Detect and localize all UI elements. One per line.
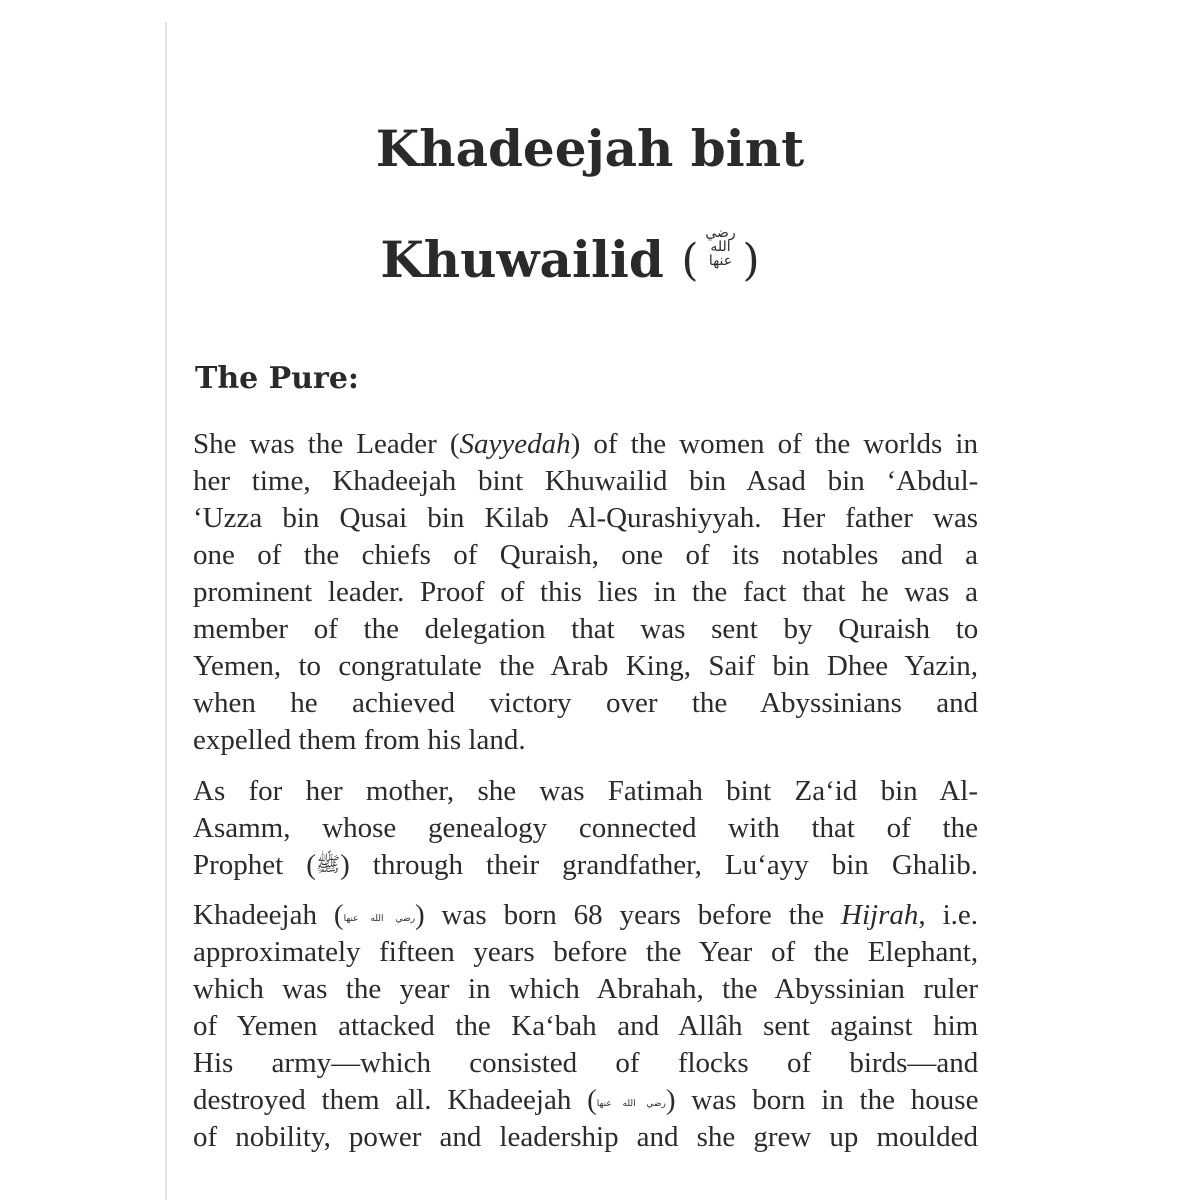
text-line: her time, Khadeejah bint Khuwailid bin Asad bin ‘Abdul- bbox=[193, 465, 979, 497]
text-segment: Khadeejah ( bbox=[193, 899, 344, 931]
honorific-open-paren: ( bbox=[681, 235, 699, 286]
text-line: As for her mother, she was Fatimah bint Za‘id bin Al- bbox=[193, 775, 978, 807]
italic-term: Sayyedah bbox=[459, 428, 571, 460]
honorific-icon: رضي الله عنها bbox=[343, 913, 415, 923]
paragraph-3 bbox=[193, 897, 978, 1156]
italic-term: Hijrah bbox=[841, 899, 919, 931]
paragraph-2 bbox=[193, 773, 978, 884]
text-line: ‘Uzza bin Qusai bin Kilab Al-Qurashiyyah. Her father was bbox=[193, 502, 979, 534]
text-line: expelled them from his land. bbox=[193, 724, 526, 756]
paragraph-1 bbox=[193, 426, 978, 759]
text-line: Asamm, whose genealogy connected with that of the bbox=[193, 812, 978, 844]
text-line: of nobility, power and leadership and she grew up moulded bbox=[193, 1121, 978, 1153]
salawat-icon: ﷺ bbox=[315, 854, 341, 876]
title-text-2: Khuwailid bbox=[380, 230, 664, 289]
honorific-icon: رضي الله عنها bbox=[596, 1098, 666, 1108]
text-segment: ) was born in the house bbox=[665, 1084, 979, 1116]
text-line: prominent leader. Proof of this lies in the fact that he was a bbox=[193, 576, 978, 608]
text-line bbox=[193, 426, 978, 463]
text-line: His army—which consisted of flocks of birds—and bbox=[193, 1047, 979, 1079]
text-segment: ) of the women of the worlds in bbox=[570, 428, 978, 460]
text-line: when he achieved victory over the Abyssinians and bbox=[193, 687, 979, 719]
honorific-close-paren: ) bbox=[742, 235, 760, 286]
text-line bbox=[193, 897, 978, 934]
text-line: one of the chiefs of Quraish, one of its notables and a bbox=[193, 539, 978, 571]
text-line: of Yemen attacked the Ka‘bah and Allâh sent against him bbox=[193, 1010, 979, 1042]
section-heading: The Pure: bbox=[195, 361, 360, 396]
honorific-mark bbox=[681, 225, 760, 286]
text-segment: She was the Leader ( bbox=[193, 428, 460, 460]
text-line bbox=[193, 847, 978, 884]
text-segment: Prophet ( bbox=[193, 849, 316, 881]
text-line: which was the year in which Abrahah, the Abyssinian ruler bbox=[193, 973, 978, 1005]
text-segment: destroyed them all. Khadeejah ( bbox=[193, 1084, 597, 1116]
text-line: member of the delegation that was sent by Quraish to bbox=[193, 613, 979, 645]
honorific-calligraphy-icon: رضي الله عنها bbox=[705, 225, 736, 269]
page-edge-line bbox=[165, 22, 167, 1200]
text-line: Yemen, to congratulate the Arab King, Saif bin Dhee Yazin, bbox=[193, 650, 978, 682]
text-segment: , i.e. bbox=[918, 899, 978, 931]
page-title-line-2 bbox=[230, 225, 910, 289]
title-text-1: Khadeejah bint bbox=[375, 119, 805, 178]
text-segment: ) through their grandfather, Lu‘ayy bin Ghalib. bbox=[340, 849, 978, 881]
page-title-line-1 bbox=[250, 119, 930, 178]
text-line: approximately fifteen years before the Year of the Elephant, bbox=[193, 936, 979, 968]
text-line bbox=[193, 1082, 978, 1119]
text-segment: ) was born 68 years before the bbox=[414, 899, 842, 931]
